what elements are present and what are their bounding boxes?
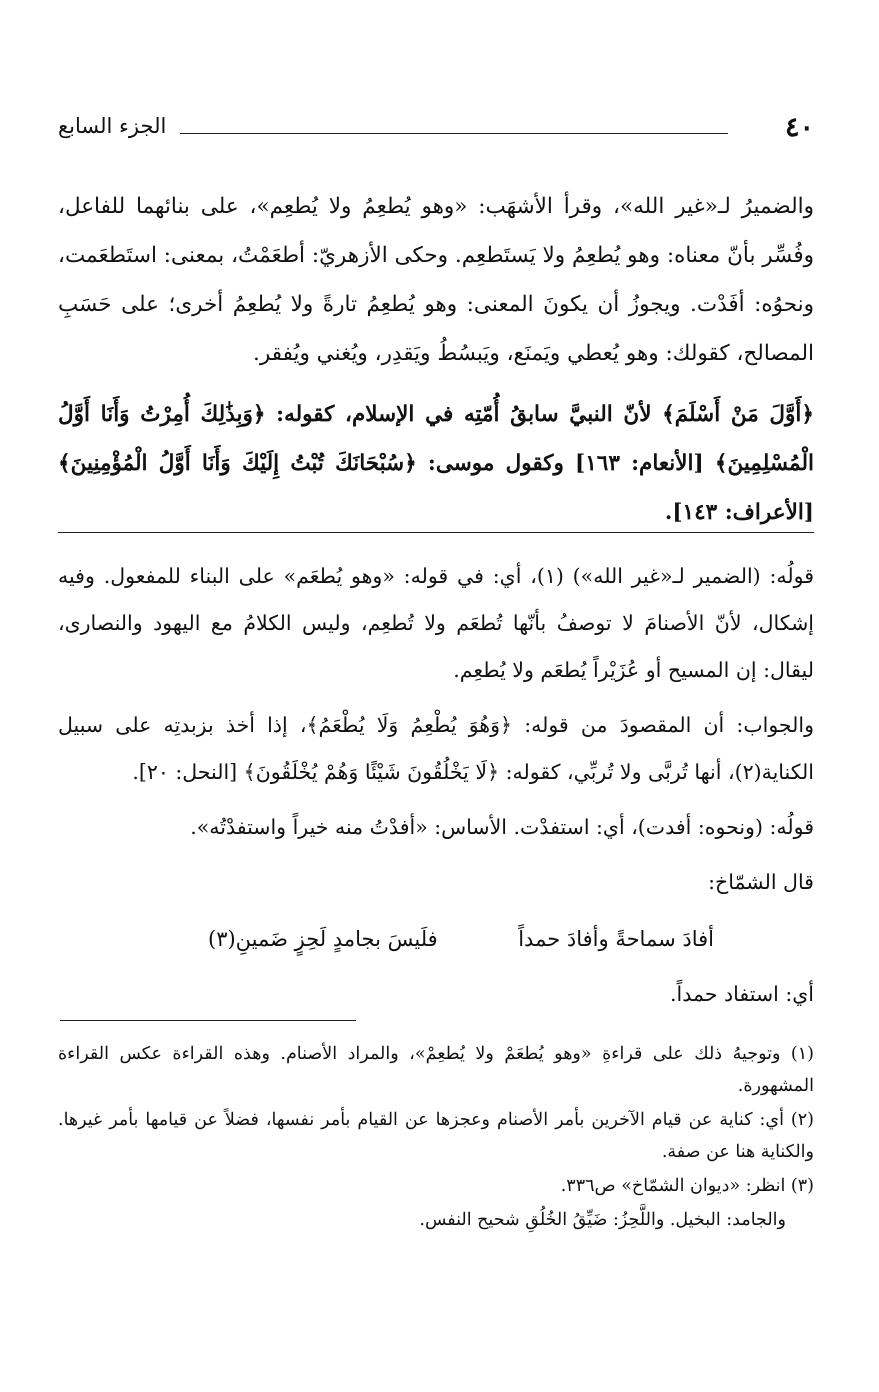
running-title: الجزء السابع [58,114,167,138]
page-header [58,112,814,152]
footnote-rule [60,1020,356,1021]
book-page [58,0,814,1392]
footnote-3-note: والجامد: البخيل. واللَّحِزُ: ضَيِّقُ الخُلُقِ شحيح النفس. [419,1210,786,1230]
footnote-1: (١) وتوجيهُ ذلك على قراءةِ «وهو يُطعَمْ ولا يُطعِمْ»، والمراد الأصنام. وهذه القراءة عكس القراءة المشهورة. [58,1044,814,1096]
section-divider [58,532,814,533]
main-text [58,182,814,537]
footnote-3: (٣) انظر: «ديوان الشمّاخ» ص٣٣٦. [560,1176,814,1196]
header-rule [180,133,728,134]
commentary-paragraph-3: قولُه: (ونحوه: أفدت)، أي: استفدْت. الأساس: «أفدْتُ منه خيراً واستفدْتُه». [190,815,814,839]
verse-second-hemistich: فلَيسَ بجامدٍ لَحِزٍ ضَمينِ(٣) [208,927,438,951]
main-paragraph-1: والضميرُ لـ«غير الله»، وقرأ الأشهَب: «وهو يُطعِمُ ولا يُطعِم»، على بنائهما للفاعل، وفُسِّر بأنّ معناه: وهو يُطعِمُ ولا يَستَطعِم. وحكى الأزهريّ: أطعَمْتُ، بمعنى: استَطعَمت، ونحوُه: أفَدْت. ويجوزُ أن يكونَ المعنى: وهو يُطعِمُ تارةً ولا يُطعِمُ أخرى؛ على حَسَبِ المصالح، كقولك: وهو يُعطي ويَمنَع، ويَبسُطُ ويَقدِر، ويُغني ويُفقر. [58,194,814,366]
commentary [58,553,814,1018]
commentary-paragraph-4: قال الشمّاخ: [708,870,814,894]
footnotes [58,1038,814,1236]
footnote-2: (٢) أي: كناية عن قيام الآخرين بأمر الأصنام وعجزها عن القيام بأمر نفسها، فضلاً عن قيامها بأمر غيرها. والكناية هنا عن صفة. [58,1110,814,1162]
commentary-paragraph-1: قولُه: (الضمير لـ«غير الله») (١)، أي: في قوله: «وهو يُطعَم» على البناء للمفعول. وفيه إشكال، لأنّ الأصنامَ لا توصفُ بأنّها تُطعَم ولا تُطعِم، وليس الكلامُ مع اليهود والنصارى، ليقال: إن المسيح أو عُزَيْراً يُطعَم ولا يُطعِم. [58,564,814,682]
verse-first-hemistich: أفادَ سماحةً وأفادَ حمداً [518,927,714,951]
main-paragraph-2: ﴿أَوَّلَ مَنْ أَسْلَمَ﴾ لأنّ النبيَّ سابقُ أُمّتِه في الإسلام، كقوله: ﴿وَبِذَٰلِكَ أُمِرْتُ وَأَنَا أَوَّلُ الْمُسْلِمِينَ﴾ [الأنعام: ١٦٣] وكقول موسى: ﴿سُبْحَانَكَ تُبْتُ إِلَيْكَ وَأَنَا أَوَّلُ الْمُؤْمِنِينَ﴾ [الأعراف: ١٤٣]. [58,402,814,525]
commentary-paragraph-2: والجواب: أن المقصودَ من قوله: ﴿وَهُوَ يُطْعِمُ وَلَا يُطْعَمُ﴾، إذا أخذ بزبدتِه على سبيل الكناية(٢)، أنها تُربَّى ولا تُربِّي، كقوله: ﴿لَا يَخْلُقُونَ شَيْئًا وَهُمْ يُخْلَقُونَ﴾ [النحل: ٢٠]. [58,713,814,784]
page-number: ٤٠ [784,112,814,143]
commentary-paragraph-5: أي: استفاد حمداً. [670,982,814,1006]
poetry-verse [58,916,814,963]
